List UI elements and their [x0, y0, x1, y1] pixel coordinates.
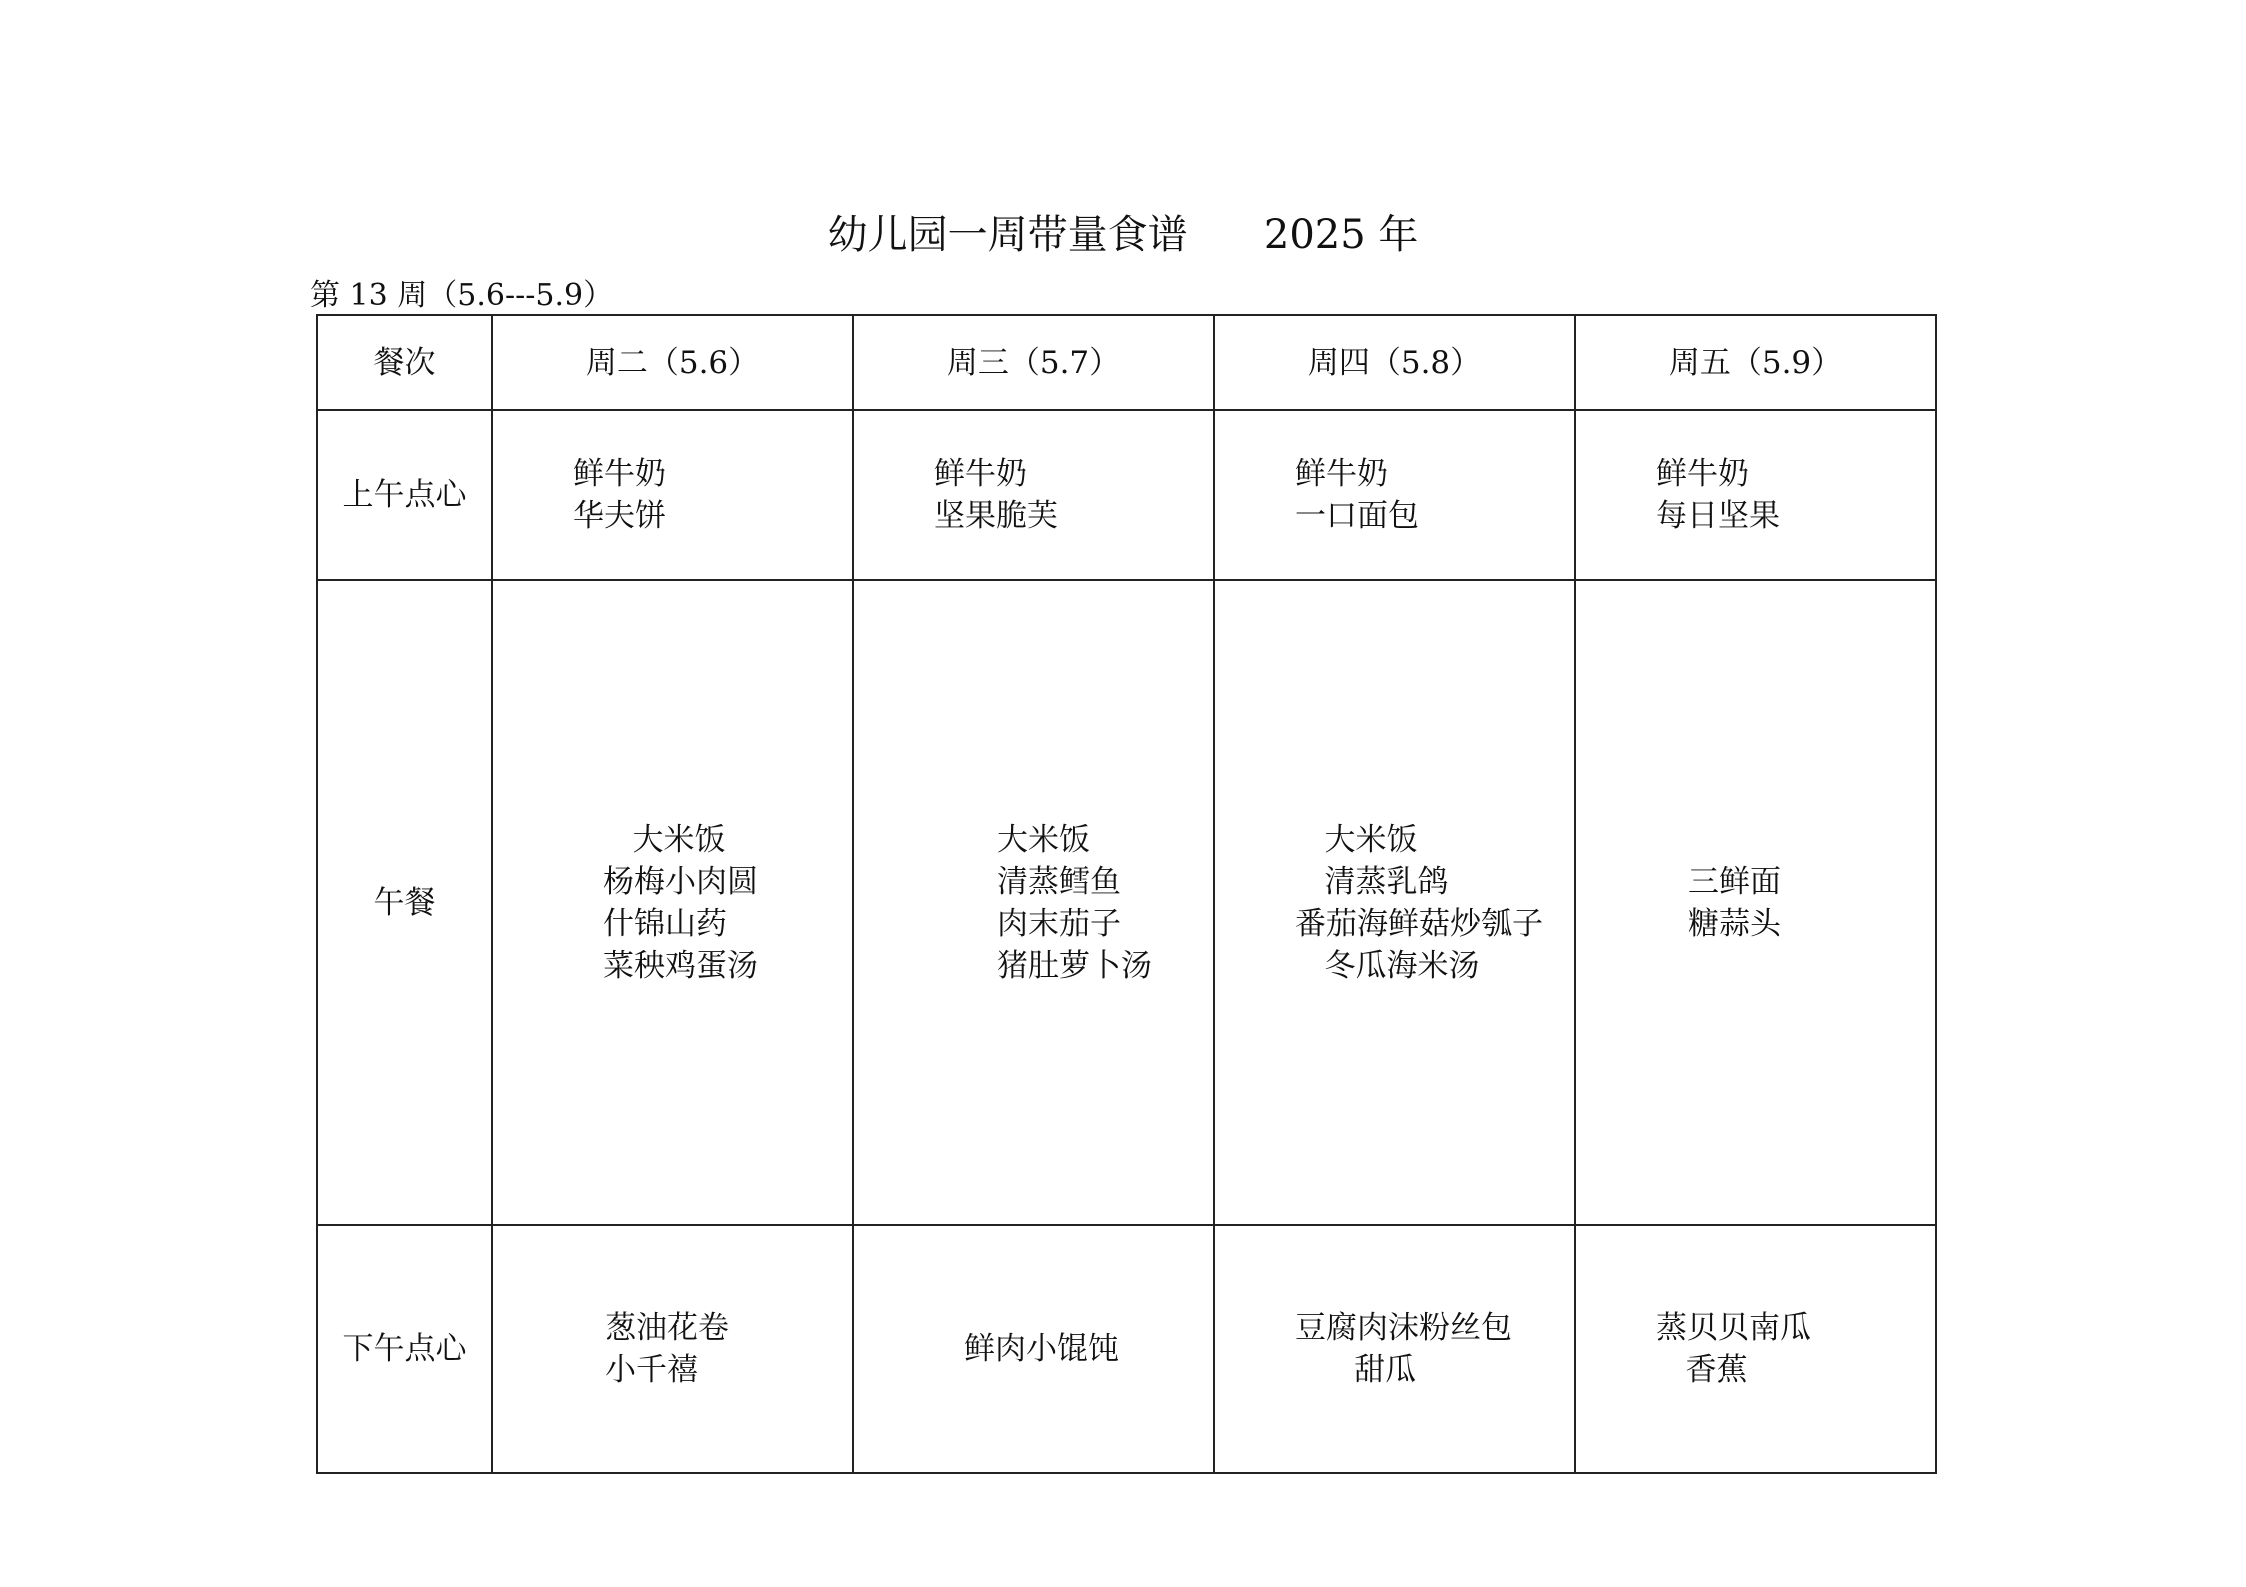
- menu-cell: [1575, 1225, 1936, 1473]
- meal-label-lunch: 午餐: [317, 580, 492, 1225]
- header-day-thursday: 周四（5.8）: [1214, 315, 1575, 410]
- dish-item: 鲜牛奶: [1656, 456, 1749, 492]
- dish-item: 大米饭: [1295, 821, 1418, 858]
- table-header-row: [317, 315, 1936, 410]
- header-day-friday: 周五（5.9）: [1575, 315, 1936, 410]
- dish-item: 豆腐肉沫粉丝包: [1295, 1310, 1512, 1346]
- dish-item: 三鲜面: [1688, 863, 1781, 900]
- dish-item: 华夫饼: [573, 498, 666, 534]
- dish-item: 什锦山药: [603, 905, 727, 942]
- dish-item: 香蕉: [1656, 1352, 1748, 1388]
- week-subtitle: 第 13 周（5.6---5.9）: [310, 278, 614, 313]
- header-meal-label: 餐次: [317, 315, 492, 410]
- dish-item: 鲜牛奶: [573, 456, 666, 492]
- dish-item: 每日坚果: [1656, 498, 1780, 534]
- table-row-lunch: [317, 580, 1936, 1225]
- dish-item: 冬瓜海米汤: [1295, 947, 1480, 984]
- table-row-morning-snack: [317, 410, 1936, 580]
- menu-table: [316, 314, 1937, 1474]
- menu-cell: [492, 580, 853, 1225]
- dish-item: 鲜牛奶: [934, 456, 1027, 492]
- menu-cell: [853, 410, 1214, 580]
- page-title: 幼儿园一周带量食谱 2025 年: [827, 212, 1419, 258]
- dish-item: 一口面包: [1295, 498, 1419, 534]
- dish-item: 大米饭: [603, 821, 726, 858]
- menu-cell: [1214, 1225, 1575, 1473]
- menu-cell: [853, 1225, 1214, 1473]
- dish-item: 甜瓜: [1295, 1352, 1417, 1388]
- table-row-afternoon-snack: [317, 1225, 1936, 1473]
- dish-item: 糖蒜头: [1688, 905, 1781, 942]
- dish-item: 猪肚萝卜汤: [997, 947, 1152, 984]
- dish-item: 蒸贝贝南瓜: [1656, 1310, 1811, 1346]
- header-day-tuesday: 周二（5.6）: [492, 315, 853, 410]
- menu-cell: [853, 580, 1214, 1225]
- menu-cell: [492, 410, 853, 580]
- menu-cell: [492, 1225, 853, 1473]
- header-day-wednesday: 周三（5.7）: [853, 315, 1214, 410]
- dish-item: 小千禧: [605, 1352, 698, 1388]
- dish-item: 肉末茄子: [997, 905, 1121, 942]
- meal-label-morning-snack: 上午点心: [317, 410, 492, 580]
- menu-cell: [1575, 580, 1936, 1225]
- dish-item: 清蒸鳕鱼: [997, 863, 1121, 900]
- menu-cell: [1214, 410, 1575, 580]
- dish-item: 大米饭: [997, 821, 1090, 858]
- dish-item: 菜秧鸡蛋汤: [603, 947, 758, 984]
- menu-cell: [1214, 580, 1575, 1225]
- menu-cell: [1575, 410, 1936, 580]
- dish-item: 番茄海鲜菇炒瓠子: [1295, 905, 1543, 942]
- dish-item: 清蒸乳鸽: [1295, 863, 1449, 900]
- dish-item: 鲜牛奶: [1295, 456, 1388, 492]
- dish-item: 坚果脆芙: [934, 498, 1058, 534]
- dish-item: 杨梅小肉圆: [603, 863, 758, 900]
- dish-item: 葱油花卷: [605, 1310, 729, 1346]
- dish-item: 鲜肉小馄饨: [964, 1331, 1119, 1367]
- meal-label-afternoon-snack: 下午点心: [317, 1225, 492, 1473]
